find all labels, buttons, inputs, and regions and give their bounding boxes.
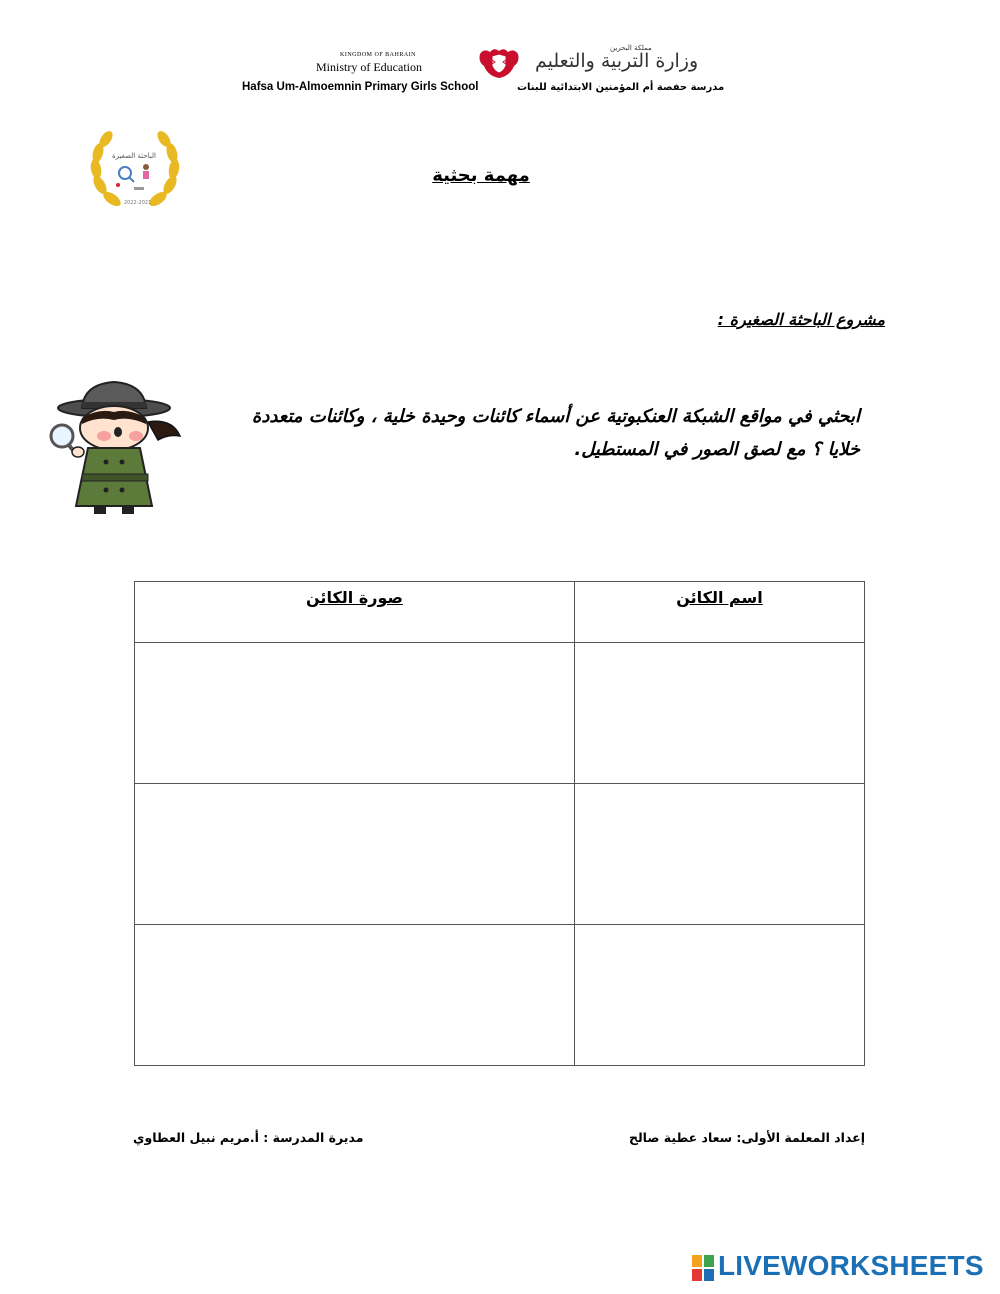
badge-year: 2022-2021 xyxy=(124,200,152,206)
liveworksheets-logo-icon xyxy=(692,1255,716,1281)
organism-name-cell[interactable] xyxy=(575,784,865,925)
liveworksheets-brand[interactable]: LIVEWORKSHEETS xyxy=(718,1250,984,1281)
organism-name-header: اسم الكائن xyxy=(575,582,865,643)
badge-label: الباحثة الصغيرة xyxy=(112,152,156,160)
table-header-row xyxy=(135,582,865,643)
school-name-ar: مدرسة حفصة أم المؤمنين الابتدائية للبنات xyxy=(517,82,725,93)
organism-image-cell[interactable] xyxy=(135,643,575,784)
ministry-en-text: Ministry of Education xyxy=(316,60,422,74)
organism-image-header: صورة الكائن xyxy=(135,582,575,643)
task-instructions: ابحثي في مواقع الشبكة العنكبوتية عن أسماء كائنات وحيدة خلية ، وكائنات متعددة خلايا ؟ مع لصق الصور في المستطيل. xyxy=(251,406,860,460)
school-name-en: Hafsa Um-Almoemnin Primary Girls School xyxy=(242,81,479,93)
table-row xyxy=(135,925,865,1066)
page-title: مهمة بحثية xyxy=(432,165,530,186)
bahrain-crest-icon xyxy=(476,46,522,80)
organism-name-cell[interactable] xyxy=(575,643,865,784)
kingdom-en-text: KINGDOM OF BAHRAIN xyxy=(340,52,417,58)
organism-name-cell[interactable] xyxy=(575,925,865,1066)
detective-girl-icon xyxy=(48,378,188,518)
project-label: مشروع الباحثة الصغيرة : xyxy=(717,310,885,329)
school-principal: مديرة المدرسة : أ.مريم نبيل العطاوي xyxy=(133,1130,364,1145)
kingdom-ar-text: مملكة البحرين xyxy=(610,44,652,52)
answer-table xyxy=(134,581,865,1066)
prepared-by: إعداد المعلمة الأولى: سعاد عطية صالح xyxy=(628,1130,865,1145)
table-row xyxy=(135,643,865,784)
table-row xyxy=(135,784,865,925)
organism-image-cell[interactable] xyxy=(135,925,575,1066)
organism-image-cell[interactable] xyxy=(135,784,575,925)
ministry-ar-text: وزارة التربية والتعليم xyxy=(535,50,699,72)
